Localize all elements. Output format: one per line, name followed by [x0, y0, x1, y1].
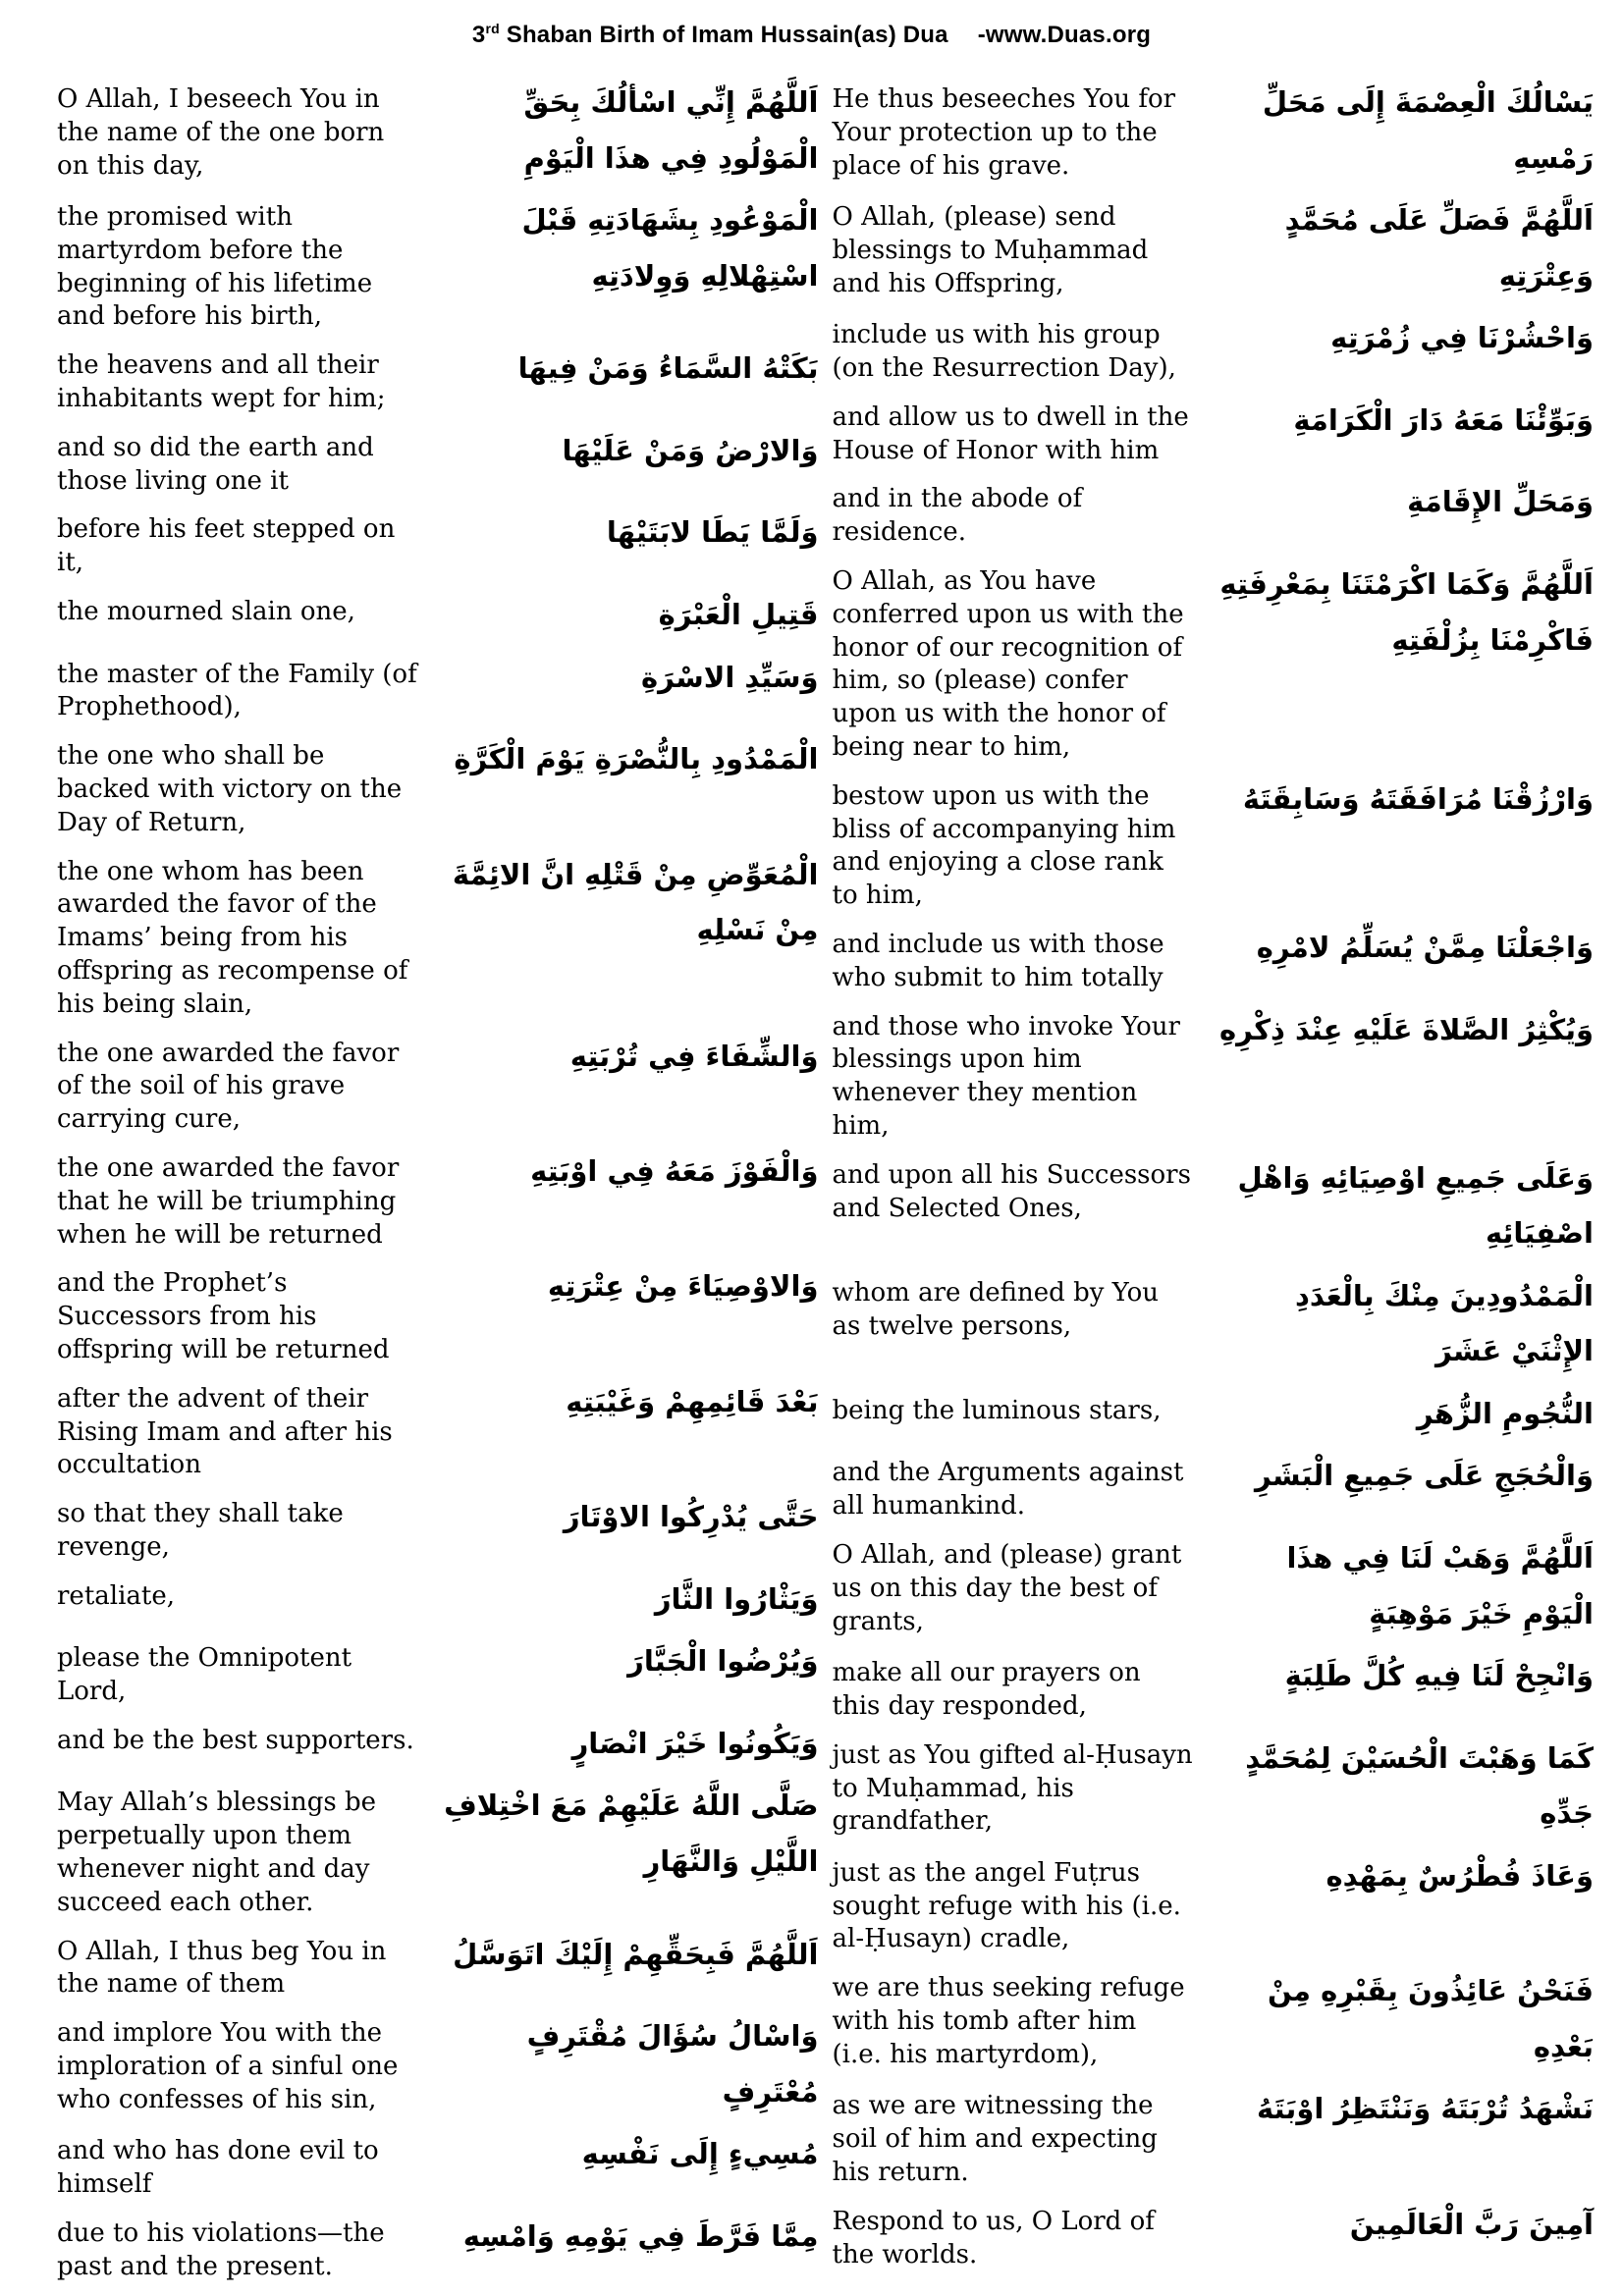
dua-english-text: and in the abode of residence. — [832, 484, 1083, 548]
dua-row — [833, 1386, 1595, 1442]
dua-english-text: O Allah, I beseech You in the name of the one born on this day, — [57, 84, 385, 181]
dua-english-text: due to his violations—the past and the present. — [57, 2217, 385, 2281]
dua-row — [833, 2081, 1595, 2189]
dua-row — [57, 505, 819, 580]
dua-arabic-text: آمِينَ رَبَّ الْعَالَمِينَ — [1349, 2207, 1594, 2241]
dua-row — [57, 587, 819, 643]
dua-arabic-text: وَالارْضُ وَمَنْ عَلَيْهَا — [562, 433, 819, 467]
dua-english-text: the one awarded the favor of the soil of his grave carrying cure, — [57, 1038, 400, 1135]
title-site: -www.Duas.org — [977, 22, 1152, 48]
dua-arabic-text: صَلَّى اللَّهُ عَلَيْهِمْ مَعَ اخْتِلافِ اللَّيْلِ وَالنَّهَارِ — [444, 1789, 819, 1878]
dua-row — [57, 1572, 819, 1628]
dua-row — [833, 474, 1595, 550]
dua-english-text: the master of the Family (of Prophethood), — [57, 659, 417, 722]
dua-english-text: please the Omnipotent Lord, — [57, 1643, 352, 1707]
dua-arabic-text: وَبَوِّئْنَا مَعَهُ دَارَ الْكَرَامَةِ — [1293, 402, 1594, 437]
dua-arabic-text: مُسِيءٍ إِلَى نَفْسِهِ — [581, 2137, 819, 2171]
dua-english-text: before his feet stepped on it, — [57, 514, 396, 578]
dua-arabic-text: وَيُرْضُوا الْجَبَّارَ — [627, 1644, 819, 1679]
dua-english-text: after the advent of their Rising Imam and after his occultation — [57, 1383, 393, 1480]
dua-row — [57, 1633, 819, 1709]
dua-row — [57, 1144, 819, 1252]
dua-row — [57, 1716, 819, 1772]
dua-english-text: whom are defined by You as twelve persons, — [832, 1277, 1159, 1341]
dua-english-text: the one awarded the favor that he will be triumphing when he will be returned — [57, 1152, 400, 1250]
dua-arabic-text: وَالاوْصِيَاءَ مِنْ عِتْرَتِهِ — [547, 1269, 819, 1304]
dua-english-text: include us with his group (on the Resurrection Day), — [832, 320, 1176, 383]
dua-row — [833, 557, 1595, 765]
dua-row — [833, 1963, 1595, 2074]
dua-english-text: just as You gifted al-Ḥusayn to Muḥammad, his grandfather, — [832, 1739, 1193, 1837]
dua-row — [833, 192, 1595, 303]
dua-english-text: make all our prayers on this day responded, — [832, 1658, 1141, 1721]
dua-english-text: and who has done evil to himself — [57, 2136, 379, 2200]
dua-row — [57, 1778, 819, 1919]
dua-arabic-text: وَيَثْارُوا الثَّارَ — [654, 1581, 819, 1616]
dua-row — [833, 772, 1595, 913]
dua-english-text: and those who invoke Your blessings upon him whenever they mention him, — [832, 1011, 1180, 1141]
dua-row — [833, 1530, 1595, 1641]
dua-arabic-text: فَنَحْنُ عَائِذُونَ بِقَبْرِهِ مِنْ بَعْدِهِ — [1267, 1974, 1594, 2063]
dua-english-text: and the Prophet’s Successors from his offspring will be returned — [57, 1268, 390, 1364]
dua-row — [833, 1002, 1595, 1144]
dua-arabic-text: بَعْدَ قَائِمِهِمْ وَغَيْبَتِهِ — [566, 1384, 819, 1418]
dua-row — [57, 423, 819, 499]
dua-row — [833, 310, 1595, 386]
dua-arabic-text: وَالْحُجَجِ عَلَى جَمِيعِ الْبَشَرِ — [1254, 1459, 1594, 1493]
dua-arabic-text: وَيُكْثِرُ الصَّلاةَ عَلَيْهِ عِنْدَ ذِكْرِهِ — [1219, 1012, 1594, 1046]
dua-english-text: and allow us to dwell in the House of Honor with him — [832, 401, 1189, 465]
dua-english-text: and be the best supporters. — [57, 1725, 414, 1755]
dua-arabic-text: مِمَّا فَرَّطَ فِي يَوْمِهِ وَامْسِهِ — [462, 2218, 819, 2253]
dua-row — [57, 650, 819, 725]
dua-english-text: just as the angel Fuṭrus sought refuge with his (i.e. al-Ḥusayn) cradle, — [832, 1857, 1181, 1954]
dua-english-text: O Allah, I thus beg You in the name of them — [57, 1936, 387, 2000]
dua-arabic-text: وَارْزُقْنَا مُرَافَقَتَهُ وَسَابِقَتَهُ — [1242, 781, 1594, 816]
dua-row — [833, 393, 1595, 468]
dua-english-text: Respond to us, O Lord of the worlds. — [832, 2206, 1155, 2269]
dua-english-text: the promised with martyrdom before the beginning of his lifetime and before his birth, — [57, 202, 373, 332]
dua-arabic-text: كَمَا وَهَبْتَ الْحُسَيْنَ لِمُحَمَّدٍ جَدِّهِ — [1245, 1740, 1594, 1831]
dua-arabic-text: يَسْالُكَ الْعِصْمَةَ إِلَى مَحَلِّ رَمْسِهِ — [1262, 85, 1594, 175]
dua-arabic-text: وَعَلَى جَمِيعِ اوْصِيَائِهِ وَاهْلِ اصْفِيَائِهِ — [1237, 1160, 1594, 1251]
dua-arabic-text: اَللَّهُمَّ فَصَلِّ عَلَى مُحَمَّدٍ وَعِتْرَتِهِ — [1284, 203, 1594, 293]
dua-rows-left — [57, 75, 819, 2283]
dua-arabic-text: اَللَّهُمَّ وَكَمَا اكْرَمْتَنَا بِمَعْرِفَتِهِ فَاكْرِمْنَا بِزُلْفَتِهِ — [1219, 566, 1594, 657]
dua-english-text: we are thus seeking refuge with his tomb after him (i.e. his martyrdom), — [832, 1973, 1185, 2069]
dua-arabic-text: الْمَمْدُودِ بِالنُّصْرَةِ يَوْمَ الْكَرَّةِ — [454, 742, 819, 776]
dua-row — [57, 2126, 819, 2202]
dua-arabic-text: وَيَكُونُوا خَيْرَ انْصَارٍ — [571, 1726, 819, 1760]
dua-row — [57, 75, 819, 186]
dua-row — [833, 1268, 1595, 1379]
dua-arabic-text: وَاجْعَلْنَا مِمَّنْ يُسَلِّمُ لامْرِهِ — [1256, 930, 1594, 964]
dua-english-text: and the Arguments against all humankind. — [832, 1458, 1184, 1522]
dua-english-text: the one whom has been awarded the favor of the Imams’ being from his offspring as recompense of his being slain, — [57, 856, 408, 1019]
dua-arabic-text: اَللَّهُمَّ إِنِّي اسْألُكَ بِحَقِّ الْمَوْلُودِ فِي هذَا الْيَوْمِ — [523, 85, 819, 175]
dua-row — [57, 341, 819, 416]
dua-arabic-text: وَالشِّفَاءَ فِي تُرْبَتِهِ — [569, 1039, 819, 1073]
dua-arabic-text: وَاحْشُرْنَا فِي زُمْرَتِهِ — [1330, 321, 1594, 355]
title-text: Shaban Birth of Imam Hussain(as) Dua — [499, 22, 948, 48]
dua-english-text: and so did the earth and those living one it — [57, 432, 374, 496]
dua-row — [57, 2008, 819, 2119]
dua-row — [833, 1848, 1595, 1956]
dua-arabic-text: حَتَّى يُدْرِكُوا الاوْتَارَ — [563, 1500, 819, 1534]
dua-english-text: bestow upon us with the bliss of accompanying him and enjoying a close rank to him, — [832, 780, 1176, 911]
dua-english-text: as we are witnessing the soil of him and expecting his return. — [832, 2091, 1158, 2187]
dua-arabic-text: وَالْفَوْزَ مَعَهُ فِي اوْبَتِهِ — [530, 1153, 819, 1188]
dua-rows-right — [833, 75, 1595, 2271]
dua-arabic-text: الْمَوْعُودِ بِشَهَادَتِهِ قَبْلَ اسْتِهْلالِهِ وَوِلادَتِهِ — [521, 203, 819, 293]
dua-arabic-text: وَانْجِحْ لَنَا فِيهِ كُلَّ طَلِبَةٍ — [1284, 1659, 1594, 1693]
dua-row — [57, 1258, 819, 1366]
dua-row — [833, 1150, 1595, 1261]
dua-row — [833, 2197, 1595, 2272]
dua-row — [57, 1029, 819, 1137]
dua-row — [57, 1374, 819, 1482]
dua-english-text: the mourned slain one, — [57, 597, 355, 627]
dua-row — [833, 75, 1595, 186]
dua-english-text: the heavens and all their inhabitants wept for him; — [57, 350, 386, 414]
dua-arabic-text: وَمَحَلِّ الإِقَامَةِ — [1407, 485, 1594, 519]
dua-table-left — [57, 75, 819, 2290]
dua-row — [57, 2209, 819, 2284]
dua-english-text: May Allah’s blessings be perpetually upon them whenever night and day succeed each other. — [57, 1788, 376, 1917]
dua-english-text: and implore You with the imploration of a sinful one who confesses of his sin, — [57, 2018, 399, 2114]
dua-columns — [0, 49, 1623, 2290]
dua-row — [833, 1731, 1595, 1842]
title-number: 3 — [471, 22, 486, 48]
dua-english-text: so that they shall take revenge, — [57, 1499, 344, 1562]
dua-english-text: being the luminous stars, — [832, 1395, 1162, 1425]
dua-arabic-text: وَاسْالُ سُؤَالَ مُقْتَرِفٍ مُعْتَرِفٍ — [526, 2019, 819, 2109]
dua-english-text: O Allah, (please) send blessings to Muḥammad and his Offspring, — [832, 202, 1149, 298]
dua-row — [833, 920, 1595, 995]
dua-row — [57, 731, 819, 839]
dua-english-text: retaliate, — [57, 1580, 175, 1611]
dua-english-text: and upon all his Successors and Selected Ones, — [832, 1159, 1191, 1223]
dua-english-text: and include us with those who submit to him totally — [832, 929, 1164, 992]
page-title — [0, 0, 1623, 49]
dua-english-text: O Allah, as You have conferred upon us with the honor of our recognition of him, so (please) confer upon us with the honor of being near to him, — [832, 565, 1184, 762]
dua-arabic-text: اَللَّهُمَّ وَهَبْ لَنَا فِي هذَا الْيَوْمِ خَيْرَ مَوْهِبَةٍ — [1286, 1541, 1594, 1630]
dua-arabic-text: وَسَيِّدِ الاسْرَةِ — [641, 660, 819, 694]
dua-row — [57, 192, 819, 334]
dua-row — [57, 847, 819, 1022]
dua-row — [833, 1448, 1595, 1523]
dua-arabic-text: الْمُعَوِّضِ مِنْ قَتْلِهِ انَّ الائِمَّةَ مِنْ نَسْلِهِ — [452, 857, 819, 947]
dua-arabic-text: الْمَمْدُودِينَ مِنْكَ بِالْعَدَدِ الإِثْنَيْ عَشَرَ — [1294, 1278, 1594, 1368]
dua-arabic-text: اَللَّهُمَّ فَبِحَقِّهِمْ إِلَيْكَ اتَوَسَّلُ — [453, 1937, 819, 1971]
dua-arabic-text: وَلَمَّا يَطَا لابَتَيْهَا — [606, 515, 819, 550]
dua-row — [833, 1648, 1595, 1724]
title-ordinal: rd — [485, 21, 500, 36]
dua-row — [57, 1489, 819, 1565]
dua-arabic-text: وَعَاذَ فُطْرُسٌ بِمَهْدِهِ — [1325, 1858, 1594, 1893]
dua-arabic-text: نَشْهَدُ تُرْبَتَهُ وَنَنْتَظِرُ اوْبَتَهُ — [1257, 2092, 1594, 2126]
dua-row — [57, 1927, 819, 2002]
dua-english-text: the one who shall be backed with victory on the Day of Return, — [57, 741, 403, 837]
dua-arabic-text: بَكَتْهُ السَّمَاءُ وَمَنْ فِيهَا — [517, 351, 819, 386]
dua-english-text: He thus beseeches You for Your protection up to the place of his grave. — [832, 84, 1176, 181]
dua-arabic-text: النُّجُومِ الزُّهَرِ — [1416, 1396, 1594, 1430]
dua-table-right — [833, 75, 1595, 2290]
dua-english-text: O Allah, and (please) grant us on this day the best of grants, — [832, 1540, 1182, 1636]
dua-arabic-text: قَتِيلِ الْعَبْرَةِ — [658, 598, 819, 632]
